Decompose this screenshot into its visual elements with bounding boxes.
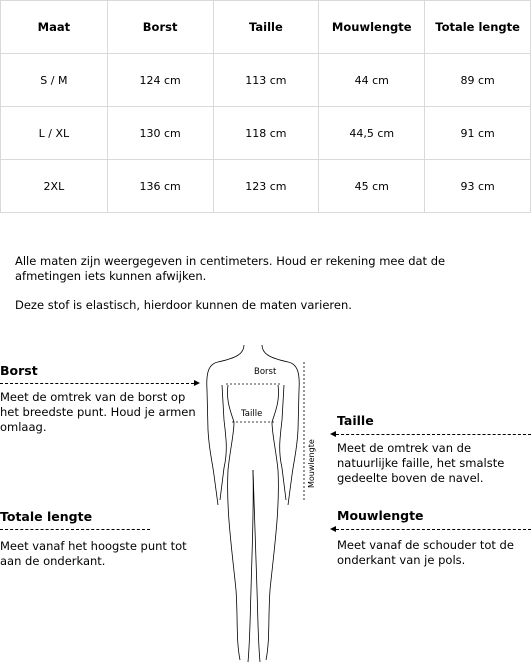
table-cell: 123 cm (213, 160, 319, 213)
body-figure (196, 340, 326, 665)
totale-lengte-title: Totale lengte (0, 509, 93, 524)
mouwlengte-title: Mouwlengte (337, 508, 424, 523)
header-maat: Maat (1, 1, 108, 54)
mannequin-outline-icon (196, 340, 326, 665)
table-cell: 45 cm (319, 160, 425, 213)
table-cell: 136 cm (107, 160, 213, 213)
size-table (0, 0, 531, 213)
table-cell: 44,5 cm (319, 107, 425, 160)
note-centimeters: Alle maten zijn weergegeven in centimeters. Houd er rekening mee dat de afmetingen iets kunnen afwijken. (15, 254, 446, 283)
header-mouwlengte: Mouwlengte (319, 1, 425, 54)
table-cell: 2XL (1, 160, 108, 213)
mouwlengte-text: Meet vanaf de schouder tot de onderkant van je pols. (337, 538, 514, 567)
borst-dash-line (0, 383, 194, 384)
table-header-row (1, 1, 531, 54)
table-cell: 118 cm (213, 107, 319, 160)
figure-taille-label: Taille (241, 409, 263, 419)
lengte-dash-line (0, 529, 150, 530)
table-cell: 113 cm (213, 54, 319, 107)
borst-text: Meet de omtrek van de borst op het breedste punt. Houd je armen omlaag. (0, 390, 196, 434)
totale-lengte-text: Meet vanaf het hoogste punt tot aan de onderkant. (0, 539, 187, 568)
table-cell: 130 cm (107, 107, 213, 160)
table-row (1, 107, 531, 160)
borst-title: Borst (0, 363, 38, 378)
table-cell: 89 cm (425, 54, 531, 107)
taille-title: Taille (337, 413, 374, 428)
table-cell: 44 cm (319, 54, 425, 107)
mouw-dash-line (336, 529, 531, 530)
header-borst: Borst (107, 1, 213, 54)
table-cell: 91 cm (425, 107, 531, 160)
figure-borst-label: Borst (254, 367, 277, 377)
table-cell: 124 cm (107, 54, 213, 107)
figure-mouwlengte-label: Mouwlengte (307, 439, 316, 488)
header-totale-lengte: Totale lengte (425, 1, 531, 54)
table-row (1, 54, 531, 107)
table-cell: S / M (1, 54, 108, 107)
taille-dash-line (336, 434, 531, 435)
note-elastic: Deze stof is elastisch, hierdoor kunnen de maten varieren. (15, 298, 352, 312)
table-row (1, 160, 531, 213)
table-cell: L / XL (1, 107, 108, 160)
taille-text: Meet de omtrek van de natuurlijke faille, het smalste gedeelte boven de navel. (337, 441, 505, 485)
header-taille: Taille (213, 1, 319, 54)
table-cell: 93 cm (425, 160, 531, 213)
